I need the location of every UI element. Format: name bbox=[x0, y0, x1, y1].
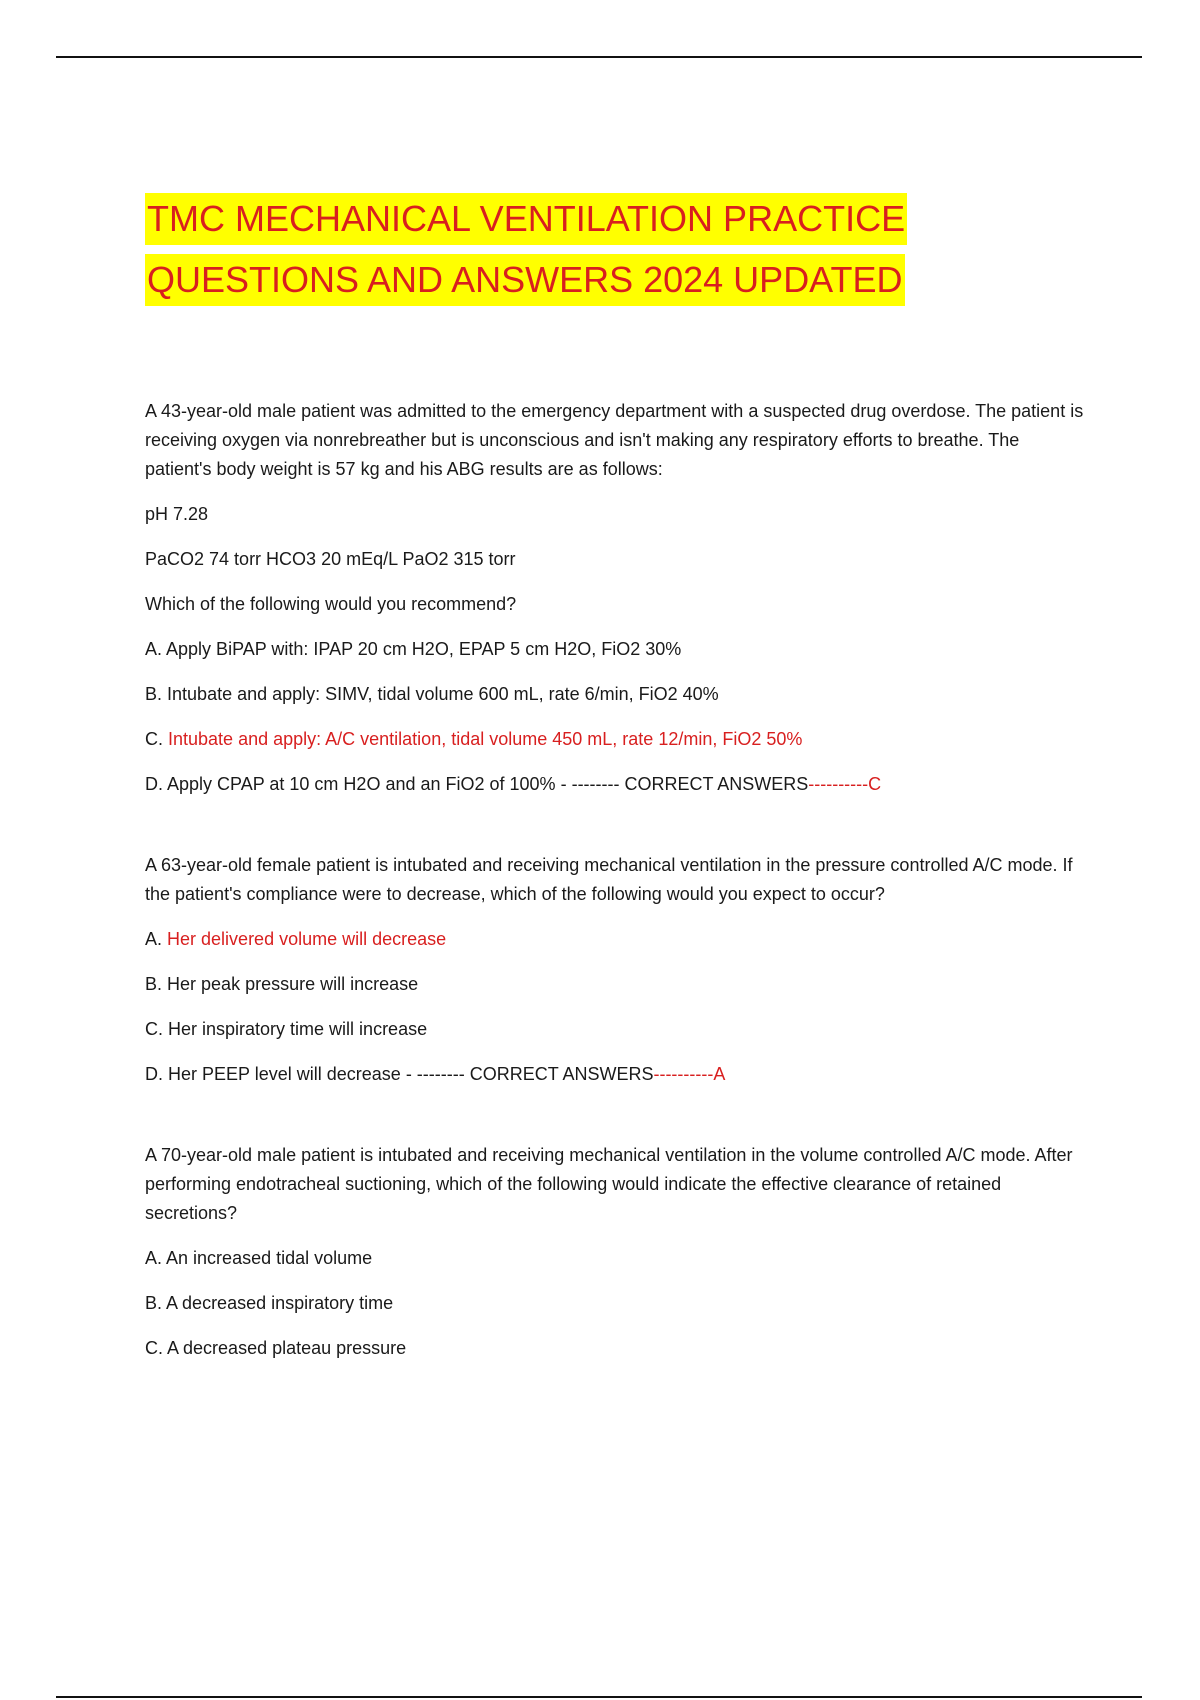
option-a bbox=[145, 1244, 1085, 1273]
header-rule bbox=[56, 56, 1142, 58]
question-1 bbox=[145, 397, 1085, 799]
option-letter: A. bbox=[145, 929, 163, 949]
option-letter: C. bbox=[145, 729, 163, 749]
option-text-correct: Her delivered volume will decrease bbox=[167, 929, 447, 949]
option-letter: D. bbox=[145, 1064, 163, 1084]
correct-answers-dashes: ---------- bbox=[808, 774, 869, 794]
correct-answer-letter: A bbox=[713, 1064, 726, 1084]
question-3 bbox=[145, 1141, 1085, 1363]
option-b bbox=[145, 970, 1085, 999]
option-text: A decreased inspiratory time bbox=[166, 1293, 394, 1313]
option-c bbox=[145, 1334, 1085, 1363]
option-text: Intubate and apply: SIMV, tidal volume 600 mL, rate 6/min, FiO2 40% bbox=[167, 684, 719, 704]
option-text: Her peak pressure will increase bbox=[167, 974, 419, 994]
option-letter: C. bbox=[145, 1338, 163, 1358]
option-text-correct: Intubate and apply: A/C ventilation, tidal volume 450 mL, rate 12/min, FiO2 50% bbox=[168, 729, 803, 749]
abg-ph: pH 7.28 bbox=[145, 504, 209, 524]
correct-answers-marker: - -------- CORRECT ANSWERS bbox=[405, 1064, 654, 1084]
option-letter: B. bbox=[145, 974, 163, 994]
option-text: Her inspiratory time will increase bbox=[168, 1019, 428, 1039]
option-b bbox=[145, 680, 1085, 709]
option-letter: B. bbox=[145, 684, 163, 704]
option-text: Her PEEP level will decrease bbox=[168, 1064, 401, 1084]
question-prompt: Which of the following would you recommend? bbox=[145, 594, 517, 614]
option-text: A decreased plateau pressure bbox=[167, 1338, 407, 1358]
option-d bbox=[145, 1060, 1085, 1089]
option-b bbox=[145, 1289, 1085, 1318]
option-a bbox=[145, 925, 1085, 954]
option-letter: A. bbox=[145, 1248, 163, 1268]
option-text: Apply CPAP at 10 cm H2O and an FiO2 of 100% bbox=[167, 774, 556, 794]
option-c bbox=[145, 1015, 1085, 1044]
footer-rule bbox=[56, 1696, 1142, 1698]
title-line-2: QUESTIONS AND ANSWERS 2024 UPDATED bbox=[145, 254, 905, 306]
correct-answers-marker: - -------- CORRECT ANSWERS bbox=[560, 774, 809, 794]
option-c bbox=[145, 725, 1085, 754]
correct-answers-dashes: ---------- bbox=[653, 1064, 714, 1084]
option-text: Apply BiPAP with: IPAP 20 cm H2O, EPAP 5 cm H2O, FiO2 30% bbox=[166, 639, 682, 659]
abg-values: PaCO2 74 torr HCO3 20 mEq/L PaO2 315 torr bbox=[145, 549, 516, 569]
question-2 bbox=[145, 851, 1085, 1089]
option-text: An increased tidal volume bbox=[166, 1248, 373, 1268]
question-stem: A 70-year-old male patient is intubated and receiving mechanical ventilation in the volume controlled A/C mode. After performing endotracheal suctioning, which of the following would indicate the effective clearance of retained secretions? bbox=[145, 1145, 1073, 1223]
option-letter: B. bbox=[145, 1293, 163, 1313]
document-title bbox=[145, 190, 907, 312]
option-a bbox=[145, 635, 1085, 664]
title-line-1: TMC MECHANICAL VENTILATION PRACTICE bbox=[145, 193, 907, 245]
document-body bbox=[145, 397, 1085, 1415]
question-stem: A 43-year-old male patient was admitted to the emergency department with a suspected drug overdose. The patient is receiving oxygen via nonrebreather but is unconscious and isn't making any respiratory efforts to breathe. The patient's body weight is 57 kg and his ABG results are as follows: bbox=[145, 401, 1084, 479]
option-letter: A. bbox=[145, 639, 163, 659]
option-letter: C. bbox=[145, 1019, 163, 1039]
question-stem: A 63-year-old female patient is intubated and receiving mechanical ventilation in the pressure controlled A/C mode. If the patient's compliance were to decrease, which of the following would you expect to occur? bbox=[145, 855, 1073, 904]
option-d bbox=[145, 770, 1085, 799]
correct-answer-letter: C bbox=[868, 774, 882, 794]
option-letter: D. bbox=[145, 774, 163, 794]
